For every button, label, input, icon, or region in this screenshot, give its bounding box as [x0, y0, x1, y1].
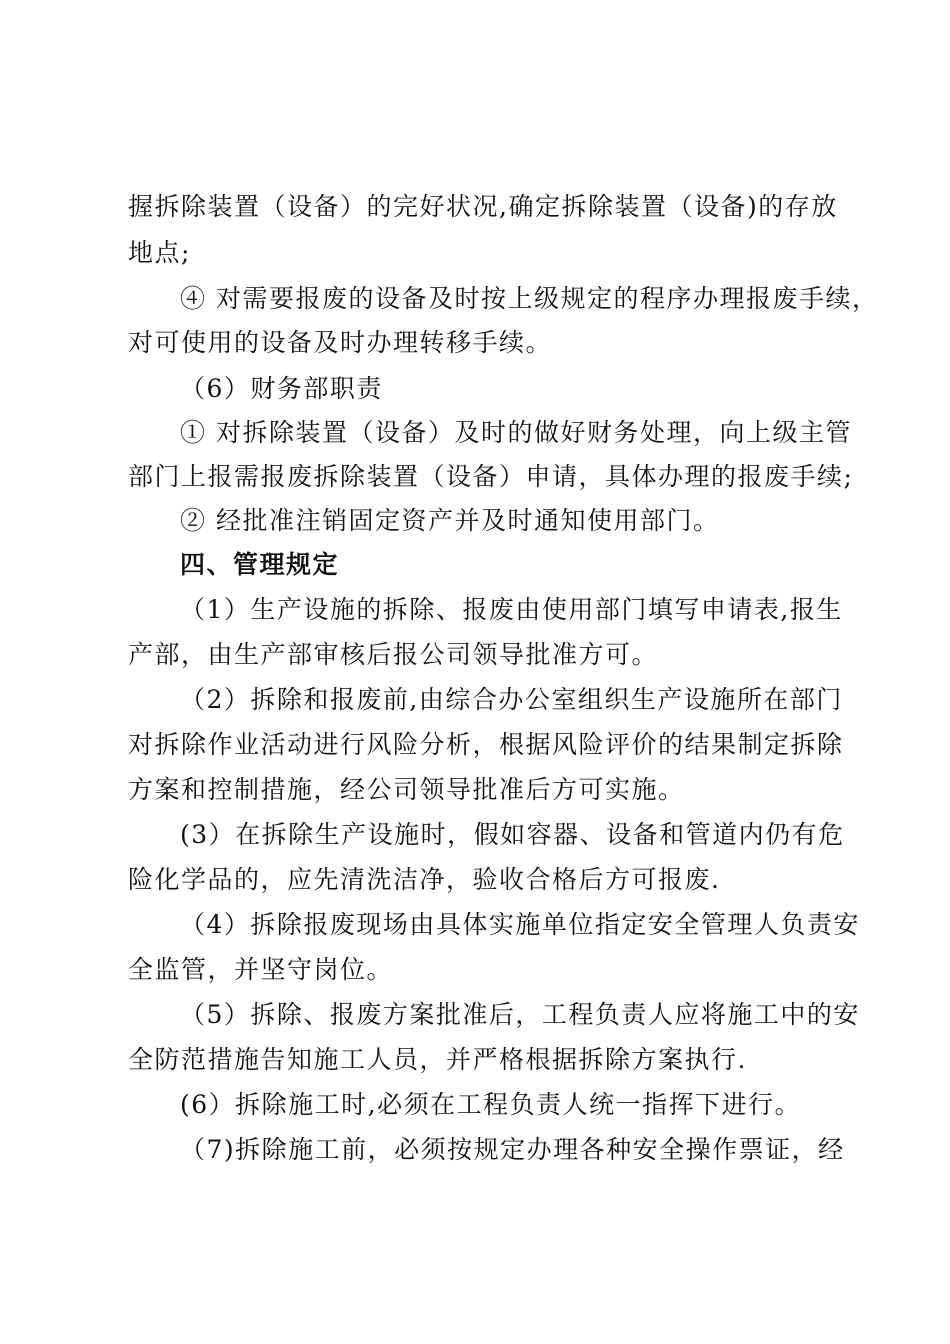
paragraph-start: （5）拆除、报废方案批准后，工程负责人应将施工中的安	[180, 1000, 860, 1029]
paragraph-start: （4）拆除报废现场由具体实施单位指定安全管理人负责安	[180, 910, 860, 939]
paragraph-start: （1）生产设施的拆除、报废由使用部门填写申请表,报生	[180, 595, 843, 624]
text-line: 部门上报需报废拆除装置（设备）申请，具体办理的报废手续;	[128, 462, 854, 491]
paragraph-start: (6）拆除施工时,必须在工程负责人统一指挥下进行。	[180, 1090, 802, 1119]
list-item: ④ 对需要报废的设备及时按上级规定的程序办理报废手续，	[180, 284, 879, 313]
text-line: 全监管，并坚守岗位。	[128, 955, 394, 984]
paragraph-start: （7)拆除施工前，必须按规定办理各种安全操作票证，经	[180, 1135, 845, 1164]
list-item: ① 对拆除装置（设备）及时的做好财务处理，向上级主管	[180, 418, 852, 447]
text-line: 全防范措施告知施工人员，并严格根据拆除方案执行.	[128, 1045, 747, 1074]
text-line: 对可使用的设备及时办理转移手续。	[128, 328, 553, 357]
paragraph-start: （2）拆除和报废前,由综合办公室组织生产设施所在部门	[180, 685, 843, 714]
text-line: 险化学品的，应先清洗洁净，验收合格后方可报废.	[128, 865, 721, 894]
list-item: ② 经批准注销固定资产并及时通知使用部门。	[180, 506, 720, 535]
text-line: 对拆除作业活动进行风险分析，根据风险评价的结果制定拆除	[128, 730, 844, 759]
section-subheading: （6）财务部职责	[180, 374, 383, 403]
text-line: 地点;	[128, 238, 191, 267]
text-line: 产部，由生产部审核后报公司领导批准方可。	[128, 640, 659, 669]
text-line: 握拆除装置（设备）的完好状况,确定拆除装置（设备)的存放	[128, 192, 838, 221]
section-heading: 四、管理规定	[180, 550, 340, 579]
text-line: 方案和控制措施，经公司领导批准后方可实施。	[128, 775, 685, 804]
paragraph-start: (3）在拆除生产设施时，假如容器、设备和管道内仍有危	[180, 820, 845, 849]
